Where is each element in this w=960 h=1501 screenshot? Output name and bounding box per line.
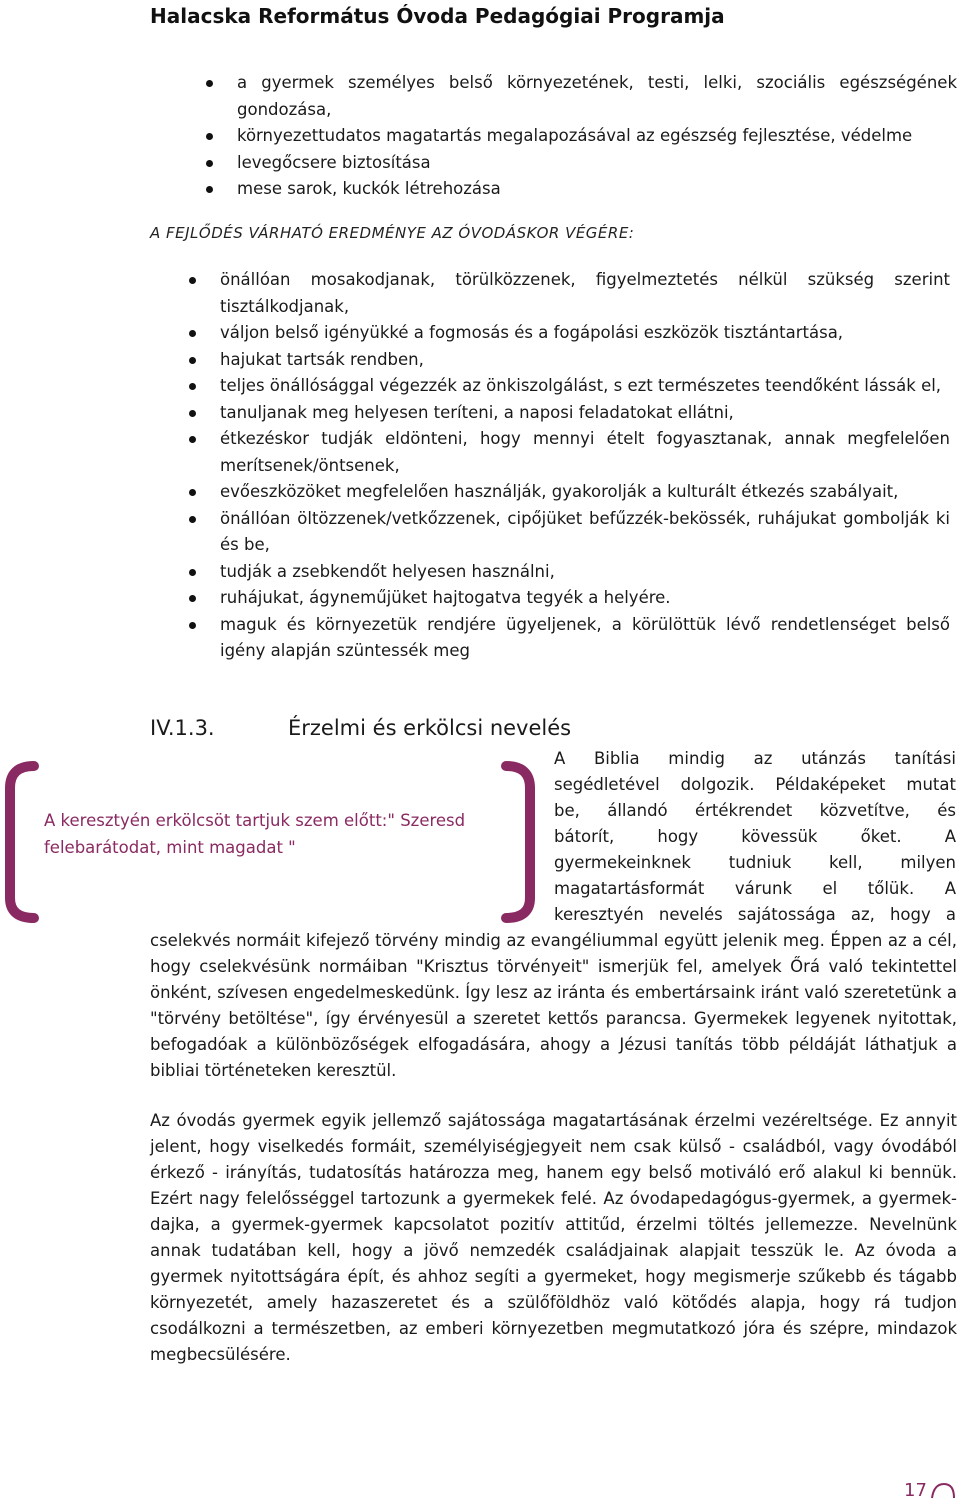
page-corner-swirl-icon — [930, 1480, 956, 1500]
left-bracket-icon — [0, 760, 40, 924]
page-header-title: Halacska Református Óvoda Pedagógiai Programja — [150, 4, 725, 28]
list-item — [237, 123, 957, 150]
bullet-icon — [189, 595, 196, 602]
text-line: be, állandó értékrendet közvetítve, és — [554, 801, 956, 820]
section-number: IV.1.3. — [150, 716, 215, 740]
subsection-heading: A FEJLŐDÉS VÁRHATÓ EREDMÉNYE AZ ÓVODÁSKOR VÉGÉRE: — [150, 224, 635, 242]
list-item-text: önállóan mosakodjanak, törülközzenek, figyelmeztetés nélkül szükség szerint tisztálkodjanak, — [220, 270, 950, 316]
list-item — [220, 585, 950, 612]
list-item-text: mese sarok, kuckók létrehozása — [237, 179, 501, 198]
page-number: 17 — [904, 1480, 927, 1501]
list-item — [220, 426, 950, 479]
list-item-text: a gyermek személyes belső környezetének, testi, lelki, szociális egészségének gondozása, — [237, 73, 957, 119]
bullet-icon — [189, 516, 196, 523]
list-item — [220, 400, 950, 427]
list-item-text: önállóan öltözzenek/vetkőzzenek, cipőjüket befűzzék-bekössék, ruhájukat gombolják ki és be, — [220, 508, 950, 554]
list-item — [237, 70, 957, 123]
text-line: gyermekeinknek tudniuk kell, milyen — [554, 853, 956, 872]
list-item — [237, 176, 957, 203]
list-item — [220, 559, 950, 586]
list-item-text: tanuljanak meg helyesen teríteni, a naposi feladatokat ellátni, — [220, 402, 734, 422]
section-title: Érzelmi és erkölcsi nevelés — [288, 716, 572, 740]
list-item — [220, 320, 950, 347]
list-item — [220, 506, 950, 559]
expected-outcomes-list — [220, 267, 950, 665]
text-line: bátorít, hogy kövessük őket. A — [554, 827, 956, 846]
body-paragraph: Az óvodás gyermek egyik jellemző sajátossága magatartásának érzelmi vezéreltsége. Ez annyit jelent, hogy viselkedés formáit, személyiségjegyeit nem csak külső - családból, vagy óvodából érkező - irányítás, tudatosítás határozza meg, hanem egy belső motiváló erő alakul ki bennük. Ezért nagy felelősséggel tartozunk a gyermekek felé. Az óvodapedagógus-gyermek, a gyermek-dajka, a gyermek-gyermek kapcsolatot pozitív attitűd, érzelmi töltés jellemezze. Nevelnünk annak tudatában kell, hogy a jövő nemzedék családjainak alapjait tesszük le. Az óvoda a gyermek nyitottságára épít, és ahhoz segíti a gyermeket, hogy megismerje szűkebb és tágabb környezetét, amely hazaszeretet és a szülőföldhöz való kötődés alapja, hogy rá tudjon csodálkozni a természetben, az emberi környezetben megmutatkozó jóra és szépre, mindazok megbecsülésére. — [150, 1111, 957, 1364]
bullet-icon — [206, 80, 213, 87]
list-item — [220, 479, 950, 506]
bullet-icon — [189, 357, 196, 364]
list-item-text: teljes önállósággal végezzék az önkiszolgálást, s ezt természetes teendőként lássák el, — [220, 376, 942, 395]
bullet-icon — [206, 133, 213, 140]
right-bracket-icon — [500, 760, 540, 924]
pull-quote: A keresztyén erkölcsöt tartjuk szem előtt:" Szeresd felebarátodat, mint magadat " — [44, 811, 466, 857]
bullet-icon — [189, 622, 196, 629]
list-item-text: hajukat tartsák rendben, — [220, 349, 424, 369]
list-item-text: váljon belső igényükké a fogmosás és a fogápolási eszközök tisztántartása, — [220, 323, 844, 342]
list-item-text: tudják a zsebkendőt helyesen használni, — [220, 561, 555, 581]
list-item — [220, 267, 950, 320]
body-paragraph: cselekvés normáit kifejező törvény mindig az evangéliummal együtt jelenik meg. Éppen az a cél, hogy cselekvésünk normáiban "Krisztus törvényeit" ismerjük fel, amelyek Őrá való tekintettel önként, szívesen engedelmeskedünk. Így lesz az iránta és embertársaink iránt való szeretetünk a "törvény betöltése", így érvényesül a szeretet kettős parancsa. Gyermekek legyenek nyitottak, befogadóak a különbözőségek elfogadására, ahogy a Jézusi tanítás több példáját láthatjuk a bibliai történeteken keresztül. — [150, 931, 957, 1080]
bullet-icon — [189, 277, 196, 284]
bullet-icon — [206, 186, 213, 193]
bullet-icon — [189, 330, 196, 337]
list-item-text: maguk és környezetük rendjére ügyeljenek, a körülöttük lévő rendetlenséget belső igény alapján szüntessék meg — [220, 614, 950, 660]
list-item-text: étkezéskor tudják eldönteni, hogy mennyi ételt fogyasztanak, annak megfelelően merítsenek/öntsenek, — [220, 429, 950, 475]
list-item-text: környezettudatos magatartás megalapozásával az egészség fejlesztése, védelme — [237, 126, 913, 145]
hygiene-conditions-list — [237, 70, 957, 203]
bullet-icon — [189, 569, 196, 576]
list-item-text: evőeszközöket megfelelően használják, gyakorolják a kulturált étkezés szabályait, — [220, 482, 899, 501]
list-item — [220, 612, 950, 665]
list-item-text: levegőcsere biztosítása — [237, 152, 431, 172]
text-line: segédletével dolgozik. Példaképeket mutat — [554, 775, 956, 794]
text-line: keresztyén nevelés sajátossága az, hogy a — [554, 905, 956, 924]
bullet-icon — [189, 436, 196, 443]
text-line: A Biblia mindig az utánzás tanítási — [554, 749, 956, 768]
bullet-icon — [189, 383, 196, 390]
wrapped-text-column — [554, 746, 956, 928]
list-item-text: ruhájukat, ágyneműjüket hajtogatva tegyék a helyére. — [220, 588, 671, 607]
bullet-icon — [206, 160, 213, 167]
text-line: magatartásformát várunk el tőlük. A — [554, 879, 956, 898]
list-item — [220, 347, 950, 374]
list-item — [220, 373, 950, 400]
bullet-icon — [189, 410, 196, 417]
bullet-icon — [189, 489, 196, 496]
list-item — [237, 150, 957, 177]
